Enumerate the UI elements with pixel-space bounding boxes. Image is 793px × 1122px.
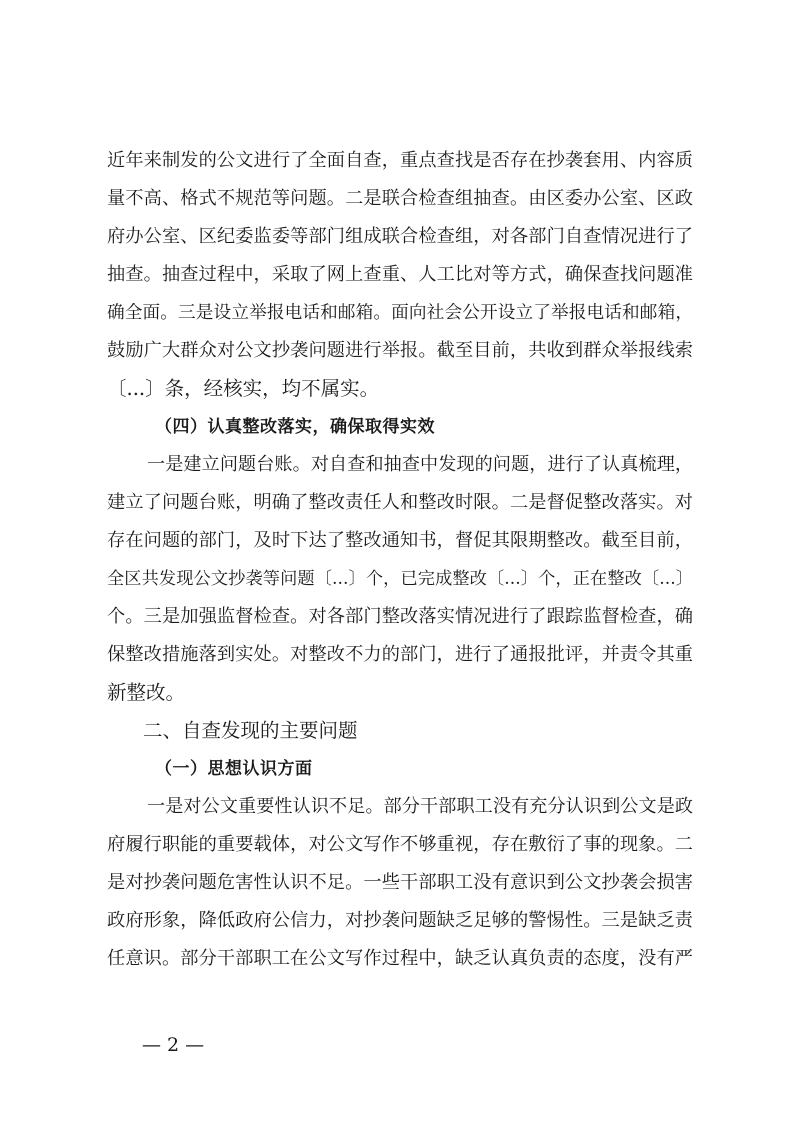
page-number: — 2 — [142, 1034, 205, 1056]
text-line: 新整改。 [107, 681, 186, 704]
text-line: 近年来制发的公文进行了全面自查，重点查找是否存在抄袭套用、内容质 [107, 150, 693, 171]
text-line: 确全面。三是设立举报电话和邮箱。面向社会公开设立了举报电话和邮箱， [107, 303, 693, 323]
text-line: 抽查。抽查过程中，采取了网上查重、人工比对等方式，确保查找问题准 [107, 264, 693, 285]
text-line: 府办公室、区纪委监委等部门组成联合检查组，对各部门自查情况进行了 [107, 226, 693, 247]
subheading-4: （四）认真整改落实，确保取得实效 [155, 417, 435, 437]
text-line: 任意识。部分干部职工在公文写作过程中，缺乏认真负责的态度，没有严 [107, 948, 693, 969]
text-line: 政府形象，降低政府公信力，对抄袭问题缺乏足够的警惕性。三是缺乏责 [107, 910, 693, 931]
text-line: 建立了问题台账，明确了整改责任人和整改时限。二是督促整改落实。对 [107, 492, 693, 513]
text-line: 府履行职能的重要载体，对公文写作不够重视，存在敷衍了事的现象。二 [107, 834, 693, 855]
text-line: 量不高、格式不规范等问题。二是联合检查组抽查。由区委办公室、区政 [107, 188, 693, 209]
subheading-1: （一）思想认识方面 [155, 759, 313, 779]
section-heading-2: 二、自查发现的主要问题 [143, 719, 358, 742]
text-line: 〔...〕条，经核实，均不属实。 [107, 377, 380, 400]
text-line: 鼓励广大群众对公文抄袭问题进行举报。截至目前，共收到群众举报线索 [107, 340, 693, 361]
text-line: 一是对公文重要性认识不足。部分干部职工没有充分认识到公文是政 [147, 796, 693, 817]
text-line: 一是建立问题台账。对自查和抽查中发现的问题，进行了认真梳理， [147, 454, 693, 475]
text-line: 全区共发现公文抄袭等问题〔...〕个，已完成整改〔...〕个，正在整改〔...〕 [107, 569, 693, 589]
text-line: 个。三是加强监督检查。对各部门整改落实情况进行了跟踪监督检查，确 [107, 606, 693, 627]
text-line: 是对抄袭问题危害性认识不足。一些干部职工没有意识到公文抄袭会损害 [107, 872, 693, 893]
text-line: 存在问题的部门，及时下达了整改通知书，督促其限期整改。截至目前， [107, 530, 693, 551]
text-line: 保整改措施落到实处。对整改不力的部门，进行了通报批评，并责令其重 [107, 644, 693, 665]
document-body [107, 142, 693, 978]
